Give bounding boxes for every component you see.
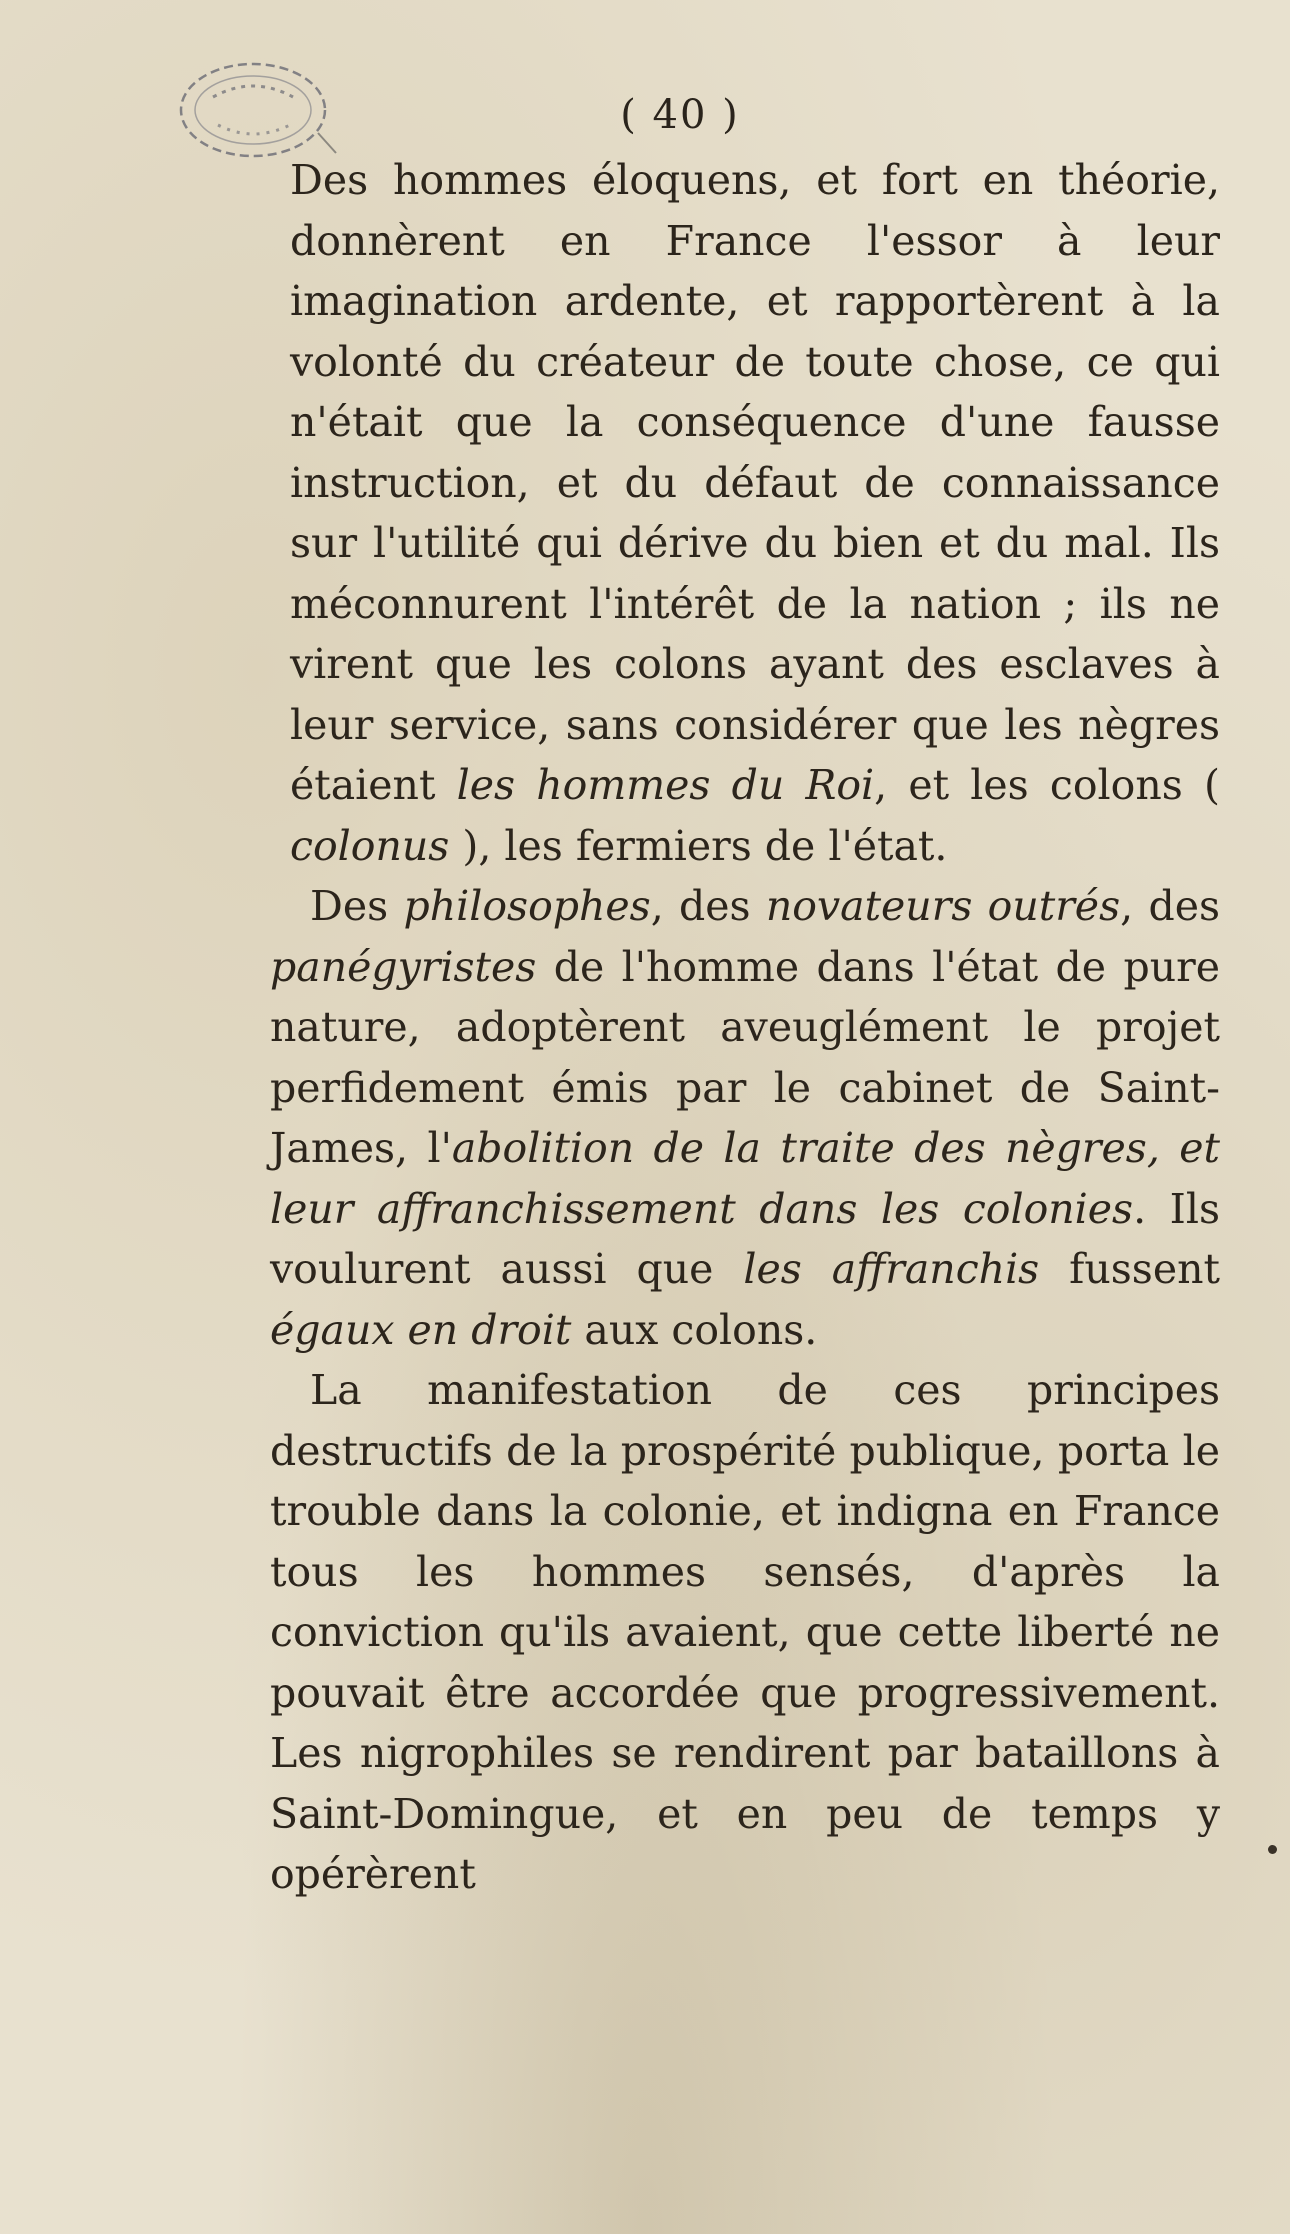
italic-text: les affranchis bbox=[743, 1245, 1040, 1293]
text-run: , des bbox=[650, 882, 766, 930]
text-run: . Ils voulurent aussi que bbox=[270, 1184, 1220, 1293]
text-run: Des bbox=[310, 882, 404, 930]
body-text bbox=[270, 150, 1220, 1905]
text-run: ), les fermiers de l'état. bbox=[449, 821, 948, 870]
paragraph bbox=[270, 1360, 1220, 1905]
text-run: , des bbox=[1120, 882, 1220, 930]
italic-text: panégyristes bbox=[270, 942, 537, 991]
text-run: fussent bbox=[1039, 1245, 1220, 1293]
paragraph bbox=[290, 150, 1220, 876]
italic-text: philosophes bbox=[403, 882, 651, 930]
italic-text: les hommes du Roi bbox=[456, 761, 875, 809]
text-run: Des hommes éloquens, et fort en théorie, donnèrent en France l'essor à leur imagination ardente, et rapportèrent à la volonté du créateur de toute chose, ce qui n'était que la conséquence d'une fausse instruction, et du défaut de connaissance sur l'utilité qui dérive du bien et du mal. Ils méconnurent l'intérêt de la nation ; ils ne virent que les colons ayant des esclaves à leur service, sans considérer que les nègres étaient bbox=[290, 156, 1220, 809]
page-number: ( 40 ) bbox=[620, 92, 740, 138]
text-run: , et les colons ( bbox=[874, 761, 1220, 809]
italic-text: abolition de la traite des nègres, et leur affranchissement dans les colonies bbox=[270, 1124, 1220, 1233]
italic-text: novateurs outrés bbox=[765, 882, 1121, 930]
ink-speck bbox=[1268, 1845, 1277, 1854]
text-run: La manifestation de ces principes destructifs de la prospérité publique, porta le trouble dans la colonie, et indigna en France tous les hommes sensés, d'après la conviction qu'ils avaient, que cette liberté ne pouvait être accordée que progressivement. Les nigrophiles se rendirent par bataillons à Saint-Domingue, et en peu de temps y opérèrent bbox=[270, 1366, 1220, 1898]
italic-text: égaux en droit bbox=[270, 1305, 572, 1354]
text-run: aux colons. bbox=[571, 1305, 818, 1354]
italic-text: colonus bbox=[290, 821, 450, 870]
paragraph bbox=[270, 876, 1220, 1360]
text-run: de l'homme dans l'état de pure nature, adoptèrent aveuglément le projet perfidement émis par le cabinet de Saint-James, l' bbox=[270, 942, 1220, 1172]
